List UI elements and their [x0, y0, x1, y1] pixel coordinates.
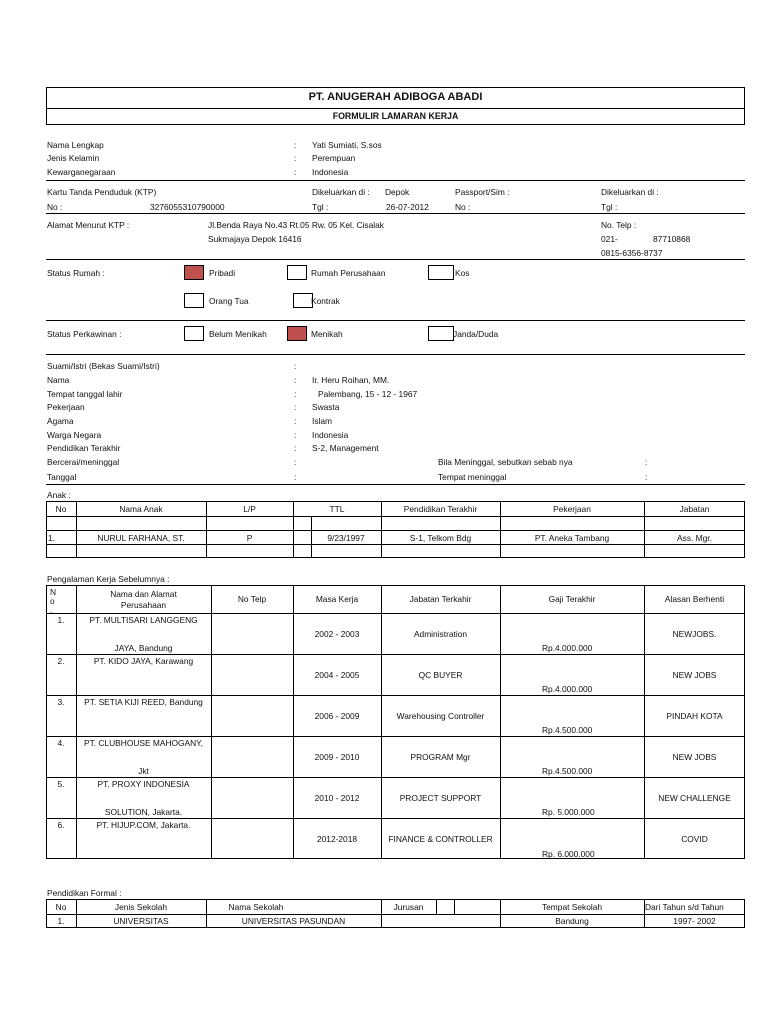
pengalaman-row-gaji: Rp. 6.000.000: [542, 849, 595, 859]
sep: :: [294, 416, 297, 426]
anak-label: Anak :: [47, 490, 71, 500]
rumah-perusahaan-checkbox[interactable]: [287, 265, 307, 280]
pengalaman-col-jabatan: Jabatan Terkahir: [409, 594, 472, 604]
pengalaman-row-nama: PT. CLUBHOUSE MAHOGANY,: [84, 738, 203, 748]
anak-row-pendidikan: S-1, Telkom Bdg: [409, 533, 472, 543]
pengalaman-row-jabatan: FINANCE & CONTROLLER: [388, 834, 493, 844]
pengalaman-row-alasan: COVID: [681, 834, 708, 844]
form-title: FORMULIR LAMARAN KERJA: [332, 111, 459, 121]
warga-label: Kewarganegaraan: [47, 167, 116, 177]
ktp-label: Kartu Tanda Penduduk (KTP): [47, 187, 157, 197]
jk-value: Perempuan: [312, 153, 356, 163]
anak-row-nama: NURUL FARHANA, ST.: [97, 533, 185, 543]
warga-sep: :: [294, 167, 297, 177]
pengalaman-col-masa: Masa Kerja: [315, 594, 359, 604]
anak-row-no: 1.: [48, 533, 55, 543]
sep: :: [645, 457, 648, 467]
sep: :: [294, 375, 297, 385]
sep: :: [294, 443, 297, 453]
pasangan-agama: Islam: [312, 416, 333, 426]
nama-label: Nama Lengkap: [47, 140, 104, 150]
pengalaman-row-nama: PT. PROXY INDONESIA: [97, 779, 190, 789]
divider: [46, 354, 745, 355]
ktp-dikeluarkan-label: Dikeluarkan di :: [312, 187, 370, 197]
sep: :: [294, 402, 297, 412]
pasangan-nama: Ir. Heru Roihan, MM.: [312, 375, 390, 385]
pengalaman-row-jabatan: Administration: [413, 629, 468, 639]
anak-row-jabatan: Ass. Mgr.: [677, 533, 712, 543]
pengalaman-row-no: 6.: [57, 820, 65, 830]
nama-sep: :: [294, 140, 297, 150]
ktp-tgl-label: Tgl :: [312, 202, 329, 212]
pengalaman-row-no: 5.: [57, 779, 65, 789]
pendidikan-col-jurusan: Jurusan: [393, 902, 424, 912]
divider: [46, 484, 745, 485]
tgl2-label: Tgl :: [601, 202, 618, 212]
pengalaman-row-nama: PT. HIJUP.COM, Jakarta.: [96, 820, 191, 830]
pengalaman-row-masa: 2004 - 2005: [314, 670, 360, 680]
pasangan-ttl-label: Tempat tanggal lahir: [47, 389, 123, 399]
ktp-tgl-value: 26-07-2012: [386, 202, 429, 212]
pengalaman-row-masa: 2002 - 2003: [314, 629, 360, 639]
pendidikan-row-jenis: UNIVERSITAS: [113, 916, 169, 926]
pengalaman-row-masa: 2006 - 2009: [314, 711, 360, 721]
divider: [46, 259, 745, 260]
pengalaman-row-no: 4.: [57, 738, 65, 748]
pribadi-label: Pribadi: [209, 268, 236, 278]
ktp-no-value: 3276055310790000: [150, 202, 225, 212]
sep: :: [645, 472, 648, 482]
pasangan-nama-label: Nama: [47, 375, 70, 385]
alamat-label: Alamat Menurut KTP :: [47, 220, 130, 230]
pendidikan-col-nama: Nama Sekolah: [228, 902, 284, 912]
divider: [46, 180, 745, 181]
jk-label: Jenis Kelamin: [47, 153, 100, 163]
pengalaman-row-no: 2.: [57, 656, 65, 666]
pengalaman-row-gaji: Rp.4.500.000: [542, 725, 593, 735]
belum-menikah-label: Belum Menikah: [209, 329, 267, 339]
bila-meninggal-label: Bila Meninggal, sebutkan sebab nya: [438, 457, 573, 467]
pendidikan-row-no: 1.: [57, 916, 65, 926]
rumah-perusahaan-label: Rumah Perusahaan: [311, 268, 386, 278]
belum-menikah-checkbox[interactable]: [184, 326, 204, 341]
kos-checkbox[interactable]: [428, 265, 454, 280]
sep: :: [294, 389, 297, 399]
pengalaman-row-no: 3.: [57, 697, 65, 707]
dikeluarkan2-label: Dikeluarkan di :: [601, 187, 659, 197]
pengalaman-row-alasan: NEW CHALLENGE: [658, 793, 731, 803]
pengalaman-col-gaji: Gaji Terakhir: [548, 594, 596, 604]
divider: [46, 213, 745, 214]
ktp-dikeluarkan-value: Depok: [385, 187, 410, 197]
pasangan-pekerjaan: Swasta: [312, 402, 340, 412]
tempat-meninggal-label: Tempat meninggal: [438, 472, 507, 482]
pengalaman-row-alasan: NEWJOBS.: [672, 629, 717, 639]
pengalaman-row-gaji: Rp.4.000.000: [542, 684, 593, 694]
sep: :: [294, 430, 297, 440]
anak-row-lp: P: [246, 533, 253, 543]
pengalaman-col-nama: Nama dan Alamat Perusahaan: [110, 589, 177, 610]
pengalaman-row-nama: PT. KIDO JAYA, Karawang: [93, 656, 194, 666]
pasangan-agama-label: Agama: [47, 416, 74, 426]
pengalaman-row-alasan: NEW JOBS: [672, 752, 717, 762]
orang-tua-checkbox[interactable]: [184, 293, 204, 308]
pengalaman-row-nama2: JAYA, Bandung: [114, 643, 173, 653]
tanggal-label: Tanggal: [47, 472, 77, 482]
pengalaman-row-jabatan: PROGRAM Mgr: [410, 752, 471, 762]
pengalaman-label: Pengalaman Kerja Sebelumnya :: [47, 574, 170, 584]
pengalaman-row-no: 1.: [57, 615, 65, 625]
janda-duda-checkbox[interactable]: [428, 326, 454, 341]
passport-label: Passport/Sim :: [455, 187, 510, 197]
alamat-line1: Jl.Benda Raya No.43 Rt.05 Rw. 05 Kel. Cisalak: [208, 220, 384, 230]
pengalaman-row-jabatan: QC BUYER: [418, 670, 463, 680]
orang-tua-label: Orang Tua: [209, 296, 249, 306]
pengalaman-row-gaji: Rp.4.000.000: [542, 643, 593, 653]
pendidikan-col-jenis: Jenis Sekolah: [114, 902, 168, 912]
anak-col-ttl: TTL: [329, 504, 345, 514]
pengalaman-row-alasan: PINDAH KOTA: [666, 711, 723, 721]
pasangan-warga-label: Warga Negara: [47, 430, 102, 440]
status-rumah-label: Status Rumah :: [47, 268, 105, 278]
anak-row-ttl: 9/23/1997: [327, 533, 365, 543]
pengalaman-row-jabatan: Warehousing Controller: [396, 711, 485, 721]
pendidikan-col-tempat: Tempat Sekolah: [541, 902, 603, 912]
pendidikan-label: Pendidikan Formal :: [47, 888, 122, 898]
pendidikan-row-tahun: 1997- 2002: [673, 916, 716, 926]
pengalaman-col-no: N o .: [50, 587, 57, 615]
pasangan-pendidikan-label: Pendidikan Terakhir: [47, 443, 121, 453]
pendidikan-col-no: No: [55, 902, 67, 912]
cerai-label: Bercerai/meninggal: [47, 457, 120, 467]
anak-col-no: No: [55, 504, 67, 514]
pengalaman-row-gaji: Rp.4.500.000: [542, 766, 593, 776]
anak-col-nama: Nama Anak: [119, 504, 163, 514]
telp-code: 021-: [601, 234, 618, 244]
hp-number: 0815-6356-8737: [601, 248, 663, 258]
pengalaman-col-alasan: Alasan Berhenti: [664, 594, 725, 604]
pengalaman-row-alasan: NEW JOBS: [672, 670, 717, 680]
pengalaman-row-nama2: Jkt: [138, 766, 149, 776]
pendidikan-col-tahun: Dari Tahun s/d Tahun: [645, 902, 724, 912]
pengalaman-row-nama: PT. SETIA KIJI REED, Bandung: [84, 697, 203, 707]
nama-value: Yati Sumiati, S.sos: [312, 140, 382, 150]
pengalaman-row-nama: PT. MULTISARI LANGGENG: [89, 615, 198, 625]
pasangan-ttl: Palembang, 15 - 12 - 1967: [318, 389, 418, 399]
menikah-checkbox[interactable]: [287, 326, 307, 341]
pengalaman-row-nama2: SOLUTION, Jakarta.: [104, 807, 183, 817]
pasangan-pekerjaan-label: Pekerjaan: [47, 402, 85, 412]
jk-sep: :: [294, 153, 297, 163]
telp-number: 87710868: [653, 234, 691, 244]
pengalaman-row-masa: 2012-2018: [316, 834, 358, 844]
pengalaman-col-telp: No Telp: [237, 594, 267, 604]
pengalaman-row-jabatan: PROJECT SUPPORT: [399, 793, 482, 803]
kos-label: Kos: [455, 268, 470, 278]
alamat-line2: Sukmajaya Depok 16416: [208, 234, 302, 244]
anak-row-pekerjaan: PT. Aneka Tambang: [534, 533, 610, 543]
divider: [46, 320, 745, 321]
pribadi-checkbox[interactable]: [184, 265, 204, 280]
kontrak-checkbox[interactable]: [293, 293, 313, 308]
ktp-no-label: No :: [47, 202, 63, 212]
warga-value: Indonesia: [312, 167, 349, 177]
pasangan-header: Suami/Istri (Bekas Suami/Istri): [47, 361, 160, 371]
pendidikan-row-nama: UNIVERSITAS PASUNDAN: [241, 916, 346, 926]
company-title: PT. ANUGERAH ADIBOGA ABADI: [308, 91, 483, 103]
kontrak-label: Kontrak: [311, 296, 340, 306]
anak-col-pekerjaan: Pekerjaan: [553, 504, 591, 514]
pasangan-warga: Indonesia: [312, 430, 349, 440]
sep: :: [294, 472, 297, 482]
sep: :: [294, 361, 297, 371]
pengalaman-row-gaji: Rp. 5.000.000: [542, 807, 595, 817]
sep: :: [294, 457, 297, 467]
anak-col-pendidikan: Pendidikan Terakhir: [403, 504, 478, 514]
pasangan-pendidikan: S-2, Management: [312, 443, 379, 453]
pengalaman-row-masa: 2009 - 2010: [314, 752, 360, 762]
anak-col-lp: L/P: [243, 504, 256, 514]
menikah-label: Menikah: [311, 329, 343, 339]
anak-col-jabatan: Jabatan: [679, 504, 710, 514]
pengalaman-row-masa: 2010 - 2012: [314, 793, 360, 803]
pendidikan-row-tempat: Bandung: [555, 916, 589, 926]
status-kawin-label: Status Perkawinan :: [47, 329, 122, 339]
janda-duda-label: Janda/Duda: [453, 329, 499, 339]
telp-label: No. Telp :: [601, 220, 637, 230]
passport-no-label: No :: [455, 202, 471, 212]
